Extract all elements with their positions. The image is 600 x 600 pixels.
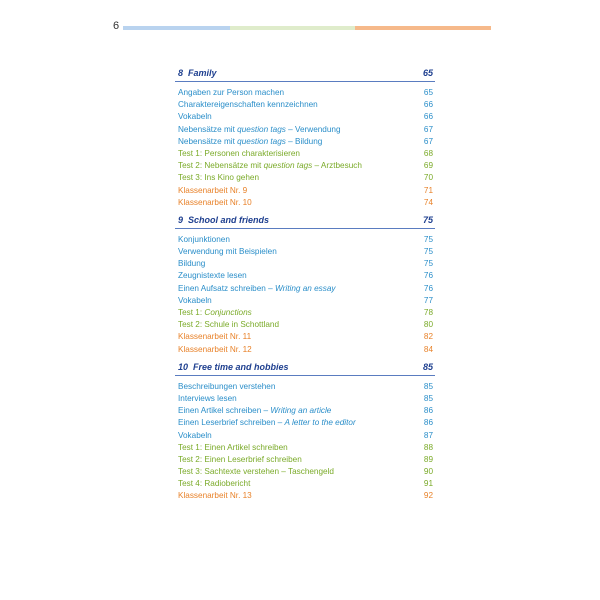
toc-entry-label: Charaktereigenschaften kennzeichnen: [178, 100, 318, 110]
header-bar-orange: [355, 26, 491, 30]
section-number: 8: [178, 68, 184, 78]
toc-entry-page: 89: [423, 454, 433, 464]
header-bar-green: [230, 26, 355, 30]
toc-entry-page: 66: [423, 100, 433, 110]
toc-entry-page: 66: [423, 112, 433, 122]
toc-entry-page: 86: [423, 406, 433, 416]
toc-entry[interactable]: [175, 99, 435, 111]
toc-entry[interactable]: [175, 307, 435, 319]
toc-entry-page: 71: [423, 185, 433, 195]
toc-entry-label: Klassenarbeit Nr. 13: [178, 491, 252, 501]
toc-entry-label: Einen Aufsatz schreiben – Writing an essay: [178, 283, 336, 293]
toc-entry[interactable]: [175, 111, 435, 123]
toc-entry-label: Vokabeln: [178, 295, 212, 305]
toc-entry[interactable]: [175, 197, 435, 209]
toc-entry-label: Vokabeln: [178, 430, 212, 440]
toc-entry-page: 75: [423, 234, 433, 244]
toc-entry-label: Angaben zur Person machen: [178, 88, 285, 97]
toc-entry-label: Klassenarbeit Nr. 11: [178, 332, 252, 342]
toc-entry[interactable]: [175, 87, 435, 99]
toc-entry[interactable]: [175, 454, 435, 466]
toc-entry-page: 82: [423, 332, 433, 342]
toc-entry-page: 92: [423, 491, 433, 501]
toc-entry[interactable]: [175, 478, 435, 490]
toc-entry-label: Test 2: Nebensätze mit question tags – Arztbesuch: [178, 161, 362, 171]
toc-entry-page: 68: [423, 148, 433, 158]
toc-entry[interactable]: [175, 185, 435, 197]
toc-entry-label: Einen Leserbrief schreiben – A letter to the editor: [178, 418, 356, 428]
section-page-number: 65: [422, 68, 433, 78]
toc-entry-page: 90: [423, 467, 433, 477]
toc-entry[interactable]: [175, 258, 435, 270]
toc-entry[interactable]: [175, 319, 435, 331]
toc-entry-label: Test 3: Ins Kino gehen: [178, 173, 260, 183]
toc-entry-label: Klassenarbeit Nr. 9: [178, 185, 248, 195]
toc-entry[interactable]: [175, 393, 435, 405]
header-bar-blue: [123, 26, 230, 30]
toc-entry[interactable]: [175, 124, 435, 136]
toc-entry-label: Zeugnistexte lesen: [178, 271, 247, 281]
toc-entry-label: Bildung: [178, 259, 206, 269]
toc-entry-page: 88: [423, 442, 433, 452]
toc-entry-page: 67: [423, 124, 433, 134]
toc-entry-label: Test 3: Sachtexte verstehen – Taschengeld: [178, 467, 334, 477]
toc-entry[interactable]: [175, 381, 435, 393]
toc-entry-page: 91: [423, 479, 433, 489]
toc-entry-page: 75: [423, 247, 433, 257]
toc-entry-page: 74: [423, 197, 433, 207]
toc-section: [175, 211, 435, 356]
section-title: School and friends: [188, 214, 270, 225]
toc-entry-page: 86: [423, 418, 433, 428]
toc-entry-page: 75: [423, 259, 433, 269]
toc-entry-label: Konjunktionen: [178, 234, 230, 244]
toc-entry-page: 76: [423, 271, 433, 281]
toc-entry-page: 69: [423, 161, 433, 171]
toc-entry-page: 85: [423, 381, 433, 391]
toc-entry-page: 85: [423, 393, 433, 403]
toc-entry[interactable]: [175, 417, 435, 429]
toc-entry-page: 80: [423, 320, 433, 330]
toc-entry[interactable]: [175, 405, 435, 417]
toc-entry-page: 87: [423, 430, 433, 440]
toc-section: [175, 64, 435, 209]
toc-entry-label: Test 2: Einen Leserbrief schreiben: [178, 454, 302, 464]
toc-entry-label: Interviews lesen: [178, 393, 237, 403]
toc-entry-page: 84: [423, 344, 433, 354]
toc-entry-label: Nebensätze mit question tags – Verwendung: [178, 124, 341, 134]
section-heading[interactable]: [175, 211, 435, 229]
toc-entry[interactable]: [175, 295, 435, 307]
toc-entry-label: Klassenarbeit Nr. 12: [178, 344, 252, 354]
toc-entry-page: 78: [423, 308, 433, 317]
toc-entry-label: Verwendung mit Beispielen: [178, 247, 277, 257]
toc-entry[interactable]: [175, 148, 435, 160]
toc-entry[interactable]: [175, 160, 435, 172]
toc-entry[interactable]: [175, 234, 435, 246]
section-page-number: 85: [422, 361, 433, 372]
toc-entry[interactable]: [175, 270, 435, 282]
table-of-contents: [175, 64, 435, 503]
toc-entry-page: 65: [423, 88, 433, 97]
section-number: 9: [178, 214, 184, 225]
toc-entry-label: Test 1: Conjunctions: [178, 308, 252, 317]
toc-entry[interactable]: [175, 442, 435, 454]
toc-entry-page: 67: [423, 136, 433, 146]
toc-section: [175, 358, 435, 503]
section-heading[interactable]: [175, 358, 435, 376]
page-number: 6: [113, 20, 120, 32]
section-title: Family: [188, 68, 217, 78]
toc-entry-label: Test 4: Radiobericht: [178, 479, 251, 489]
section-heading[interactable]: [175, 64, 435, 82]
section-page-number: 75: [422, 214, 433, 225]
toc-entry[interactable]: [175, 466, 435, 478]
toc-entry-page: 70: [423, 173, 433, 183]
section-number: 10: [178, 361, 189, 372]
toc-entry[interactable]: [175, 490, 435, 502]
toc-entry-label: Einen Artikel schreiben – Writing an article: [178, 406, 332, 416]
toc-entry-label: Beschreibungen verstehen: [178, 381, 276, 391]
toc-entry-page: 77: [423, 295, 433, 305]
toc-entry-label: Test 2: Schule in Schottland: [178, 320, 280, 330]
section-title: Free time and hobbies: [193, 361, 289, 372]
toc-entry[interactable]: [175, 331, 435, 343]
toc-entry-page: 76: [423, 283, 433, 293]
toc-entry-label: Test 1: Einen Artikel schreiben: [178, 442, 288, 452]
toc-entry-label: Test 1: Personen charakterisieren: [178, 148, 300, 158]
toc-entry[interactable]: [175, 344, 435, 356]
toc-entry[interactable]: [175, 172, 435, 184]
toc-entry[interactable]: [175, 283, 435, 295]
toc-entry[interactable]: [175, 430, 435, 442]
toc-entry-label: Klassenarbeit Nr. 10: [178, 197, 252, 207]
toc-entry-label: Vokabeln: [178, 112, 212, 122]
toc-entry-label: Nebensätze mit question tags – Bildung: [178, 136, 323, 146]
toc-entry[interactable]: [175, 136, 435, 148]
toc-entry[interactable]: [175, 246, 435, 258]
